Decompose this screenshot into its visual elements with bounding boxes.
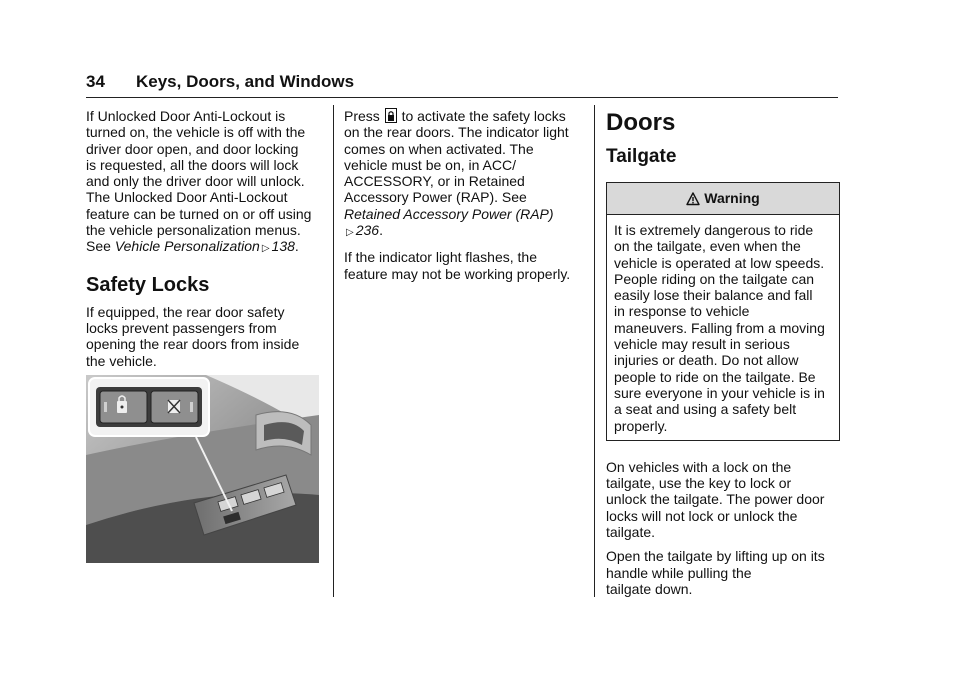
- page-number: 34: [86, 72, 105, 91]
- safety-locks-heading: Safety Locks: [86, 273, 210, 296]
- safety-lock-instructions: Press to activate the safety locks on the rear doors. The indicator light comes on when activated. The vehicle must be on, in ACC/ ACCESSORY, or in Retained Accessory Power (RAP). See Retained Accessory Power (RAP) ▷ 236.: [344, 108, 584, 241]
- vehicle-personalization-link[interactable]: Vehicle Personalization: [114, 238, 260, 255]
- tailgate-open-paragraph: Open the tailgate by lifting up on its handle while pulling the tailgate down.: [606, 548, 825, 597]
- warning-title: Warning: [704, 190, 760, 207]
- column-1: [86, 108, 324, 377]
- page-ref-236[interactable]: 236: [355, 222, 380, 239]
- column-2: [344, 108, 584, 290]
- doors-heading: Doors: [606, 109, 676, 136]
- warning-text: It is extremely dangerous to ride on the tailgate, even when the vehicle is operated at low speeds. People riding on the tailgate can easily lose their balance and fall in response to vehicle maneuvers. Falling from a moving vehicle may result in serious injuries or death. Do not allow people to ride on the tailgate. Be sure everyone in your vehicle is in a seat and using a safety belt properly.: [614, 222, 825, 434]
- chapter-title: Keys, Doors, and Windows: [136, 72, 355, 91]
- warning-triangle-icon: [686, 192, 700, 206]
- page-ref-138[interactable]: 138: [271, 238, 295, 255]
- child-lock-icon: [385, 108, 397, 123]
- warning-box: [606, 182, 840, 441]
- page-header: [86, 72, 838, 98]
- warning-header: [607, 183, 839, 215]
- page-reference-arrow-icon: ▷: [261, 243, 270, 255]
- rap-link[interactable]: Retained Accessory Power (RAP): [344, 205, 554, 222]
- tailgate-lock-paragraph: On vehicles with a lock on the tailgate, use the key to lock or unlock the tailgate. The power door locks will not lock or unlock the tailgate.: [606, 458, 825, 541]
- column-divider-right: [594, 105, 595, 597]
- page-reference-arrow-icon: ▷: [346, 227, 354, 239]
- anti-lockout-paragraph: If Unlocked Door Anti-Lockout is turned on, the vehicle is off with the driver door open, and door locking is requested, all the doors will lock and only the driver door will unlock. The Unlocked Door Anti-Lockout feature can be turned on or off using the vehicle personalization menus. See Vehicle Personalization ▷ 138.: [86, 108, 324, 258]
- window-lockout-icon: [168, 400, 180, 413]
- column-divider-left: [333, 105, 334, 597]
- column-3: [606, 108, 840, 605]
- door-switch-photo: [86, 375, 319, 563]
- safety-locks-paragraph: If equipped, the rear door safety locks prevent passengers from opening the rear doors from inside the vehicle.: [86, 303, 300, 369]
- indicator-flash-paragraph: If the indicator light flashes, the feature may not be working properly.: [344, 249, 571, 282]
- tailgate-heading: Tailgate: [606, 146, 677, 167]
